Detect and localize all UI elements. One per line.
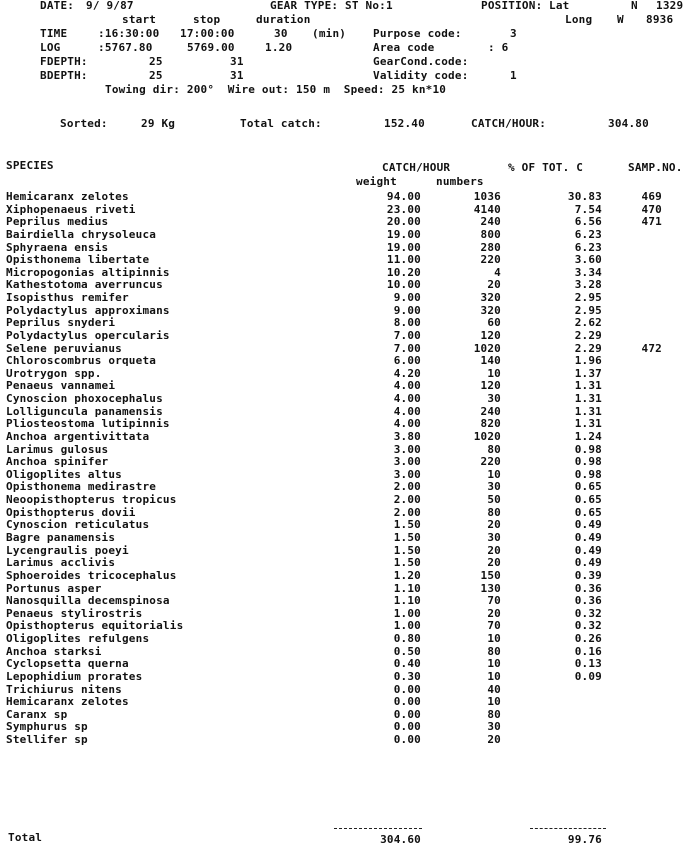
catch-numbers: 800 — [480, 228, 501, 241]
catch-weight: 6.00 — [393, 354, 421, 367]
catch-weight: 0.00 — [393, 695, 421, 708]
catch-numbers: 10 — [487, 657, 501, 670]
catch-numbers: 140 — [480, 354, 501, 367]
pct-of-total: 2.95 — [574, 304, 602, 317]
catch-weight: 1.10 — [393, 582, 421, 595]
col-stop-header: stop — [193, 13, 221, 26]
catch-numbers: 20 — [487, 518, 501, 531]
catch-weight: 1.20 — [393, 569, 421, 582]
fdepth-stop: 31 — [230, 55, 244, 68]
species-name: Trichiurus nitens — [6, 683, 122, 696]
catch-numbers: 820 — [480, 417, 501, 430]
total-catch-value: 152.40 — [384, 117, 425, 130]
sample-number-header: SAMP.NO. — [628, 161, 683, 174]
catch-numbers: 150 — [480, 569, 501, 582]
species-name: Peprilus medius — [6, 215, 109, 228]
catch-numbers: 20 — [487, 733, 501, 746]
catch-weight: 3.80 — [393, 430, 421, 443]
species-name: Opisthopterus dovii — [6, 506, 136, 519]
catch-numbers: 30 — [487, 720, 501, 733]
pct-of-total: 1.96 — [574, 354, 602, 367]
catch-weight: 4.00 — [393, 392, 421, 405]
catch-numbers: 120 — [480, 329, 501, 342]
species-name: Micropogonias altipinnis — [6, 266, 170, 279]
catch-weight: 1.00 — [393, 619, 421, 632]
catch-weight: 2.00 — [393, 493, 421, 506]
catch-weight: 20.00 — [386, 215, 421, 228]
pct-of-total: 1.31 — [574, 417, 602, 430]
species-name: Larimus gulosus — [6, 443, 109, 456]
catch-numbers: 130 — [480, 582, 501, 595]
bdepth-stop: 31 — [230, 69, 244, 82]
catch-weight: 0.00 — [393, 708, 421, 721]
pct-total-header: % OF TOT. C — [508, 161, 584, 174]
total-pct-rule — [530, 828, 606, 829]
validity-code-label: Validity code: — [373, 69, 469, 82]
pct-of-total: 1.31 — [574, 379, 602, 392]
total-label: Total — [8, 831, 43, 844]
pct-of-total: 0.39 — [574, 569, 602, 582]
catch-weight: 0.40 — [393, 657, 421, 670]
pct-of-total: 0.13 — [574, 657, 602, 670]
catch-numbers: 80 — [487, 506, 501, 519]
lat-hemisphere: N — [631, 0, 638, 12]
pct-of-total: 0.98 — [574, 443, 602, 456]
pct-of-total: 2.29 — [574, 329, 602, 342]
catch-weight: 1.50 — [393, 544, 421, 557]
catch-weight: 4.00 — [393, 379, 421, 392]
catch-weight: 1.00 — [393, 607, 421, 620]
pct-of-total: 0.49 — [574, 518, 602, 531]
catch-weight: 19.00 — [386, 228, 421, 241]
catch-weight: 2.00 — [393, 480, 421, 493]
species-name: Urotrygon spp. — [6, 367, 102, 380]
pct-of-total: 7.54 — [574, 203, 602, 216]
time-start: :16:30:00 — [98, 27, 160, 40]
species-name: Lycengraulis poeyi — [6, 544, 129, 557]
total-pct-value: 99.76 — [567, 833, 602, 846]
species-name: Polydactylus approximans — [6, 304, 170, 317]
catch-numbers: 320 — [480, 291, 501, 304]
pct-of-total: 2.95 — [574, 291, 602, 304]
col-start-header: start — [122, 13, 157, 26]
catch-weight: 0.00 — [393, 720, 421, 733]
catch-numbers: 10 — [487, 367, 501, 380]
col-duration-header: duration — [256, 13, 311, 26]
species-name: Hemicaranx zelotes — [6, 695, 129, 708]
species-name: Xiphopenaeus riveti — [6, 203, 136, 216]
catch-hour-header: CATCH/HOUR — [382, 161, 451, 174]
pct-of-total: 3.28 — [574, 278, 602, 291]
total-catch-label: Total catch: — [240, 117, 322, 130]
long-hemisphere: W — [617, 13, 624, 26]
pct-of-total: 0.49 — [574, 544, 602, 557]
pct-of-total: 0.49 — [574, 531, 602, 544]
sorted-label: Sorted: — [60, 117, 108, 130]
log-label: LOG — [40, 41, 61, 54]
species-name: Anchoa spinifer — [6, 455, 109, 468]
long-value: 8936 — [646, 13, 674, 26]
pct-of-total: 0.32 — [574, 619, 602, 632]
species-name: Anchoa argentivittata — [6, 430, 150, 443]
species-name: Portunus asper — [6, 582, 102, 595]
species-name: Bairdiella chrysoleuca — [6, 228, 157, 241]
pct-of-total: 0.09 — [574, 670, 602, 683]
time-unit: (min) — [312, 27, 347, 40]
species-name: Cyclopsetta querna — [6, 657, 129, 670]
catch-weight: 3.00 — [393, 455, 421, 468]
pct-of-total: 0.36 — [574, 582, 602, 595]
pct-of-total: 30.83 — [567, 190, 602, 203]
bdepth-label: BDEPTH: — [40, 69, 88, 82]
fdepth-start: 25 — [149, 55, 163, 68]
catch-weight: 1.10 — [393, 594, 421, 607]
species-name: Oligoplites altus — [6, 468, 122, 481]
fdepth-label: FDEPTH: — [40, 55, 88, 68]
catch-weight: 23.00 — [386, 203, 421, 216]
species-name: Stellifer sp — [6, 733, 88, 746]
pct-of-total: 6.56 — [574, 215, 602, 228]
pct-of-total: 2.62 — [574, 316, 602, 329]
catch-numbers: 40 — [487, 683, 501, 696]
species-name: Kathestotoma averruncus — [6, 278, 163, 291]
catch-numbers: 30 — [487, 531, 501, 544]
log-start: :5767.80 — [98, 41, 153, 54]
pct-of-total: 1.31 — [574, 405, 602, 418]
catch-numbers: 4 — [494, 266, 501, 279]
catch-numbers: 20 — [487, 544, 501, 557]
catch-numbers: 50 — [487, 493, 501, 506]
sample-number: 471 — [641, 215, 662, 228]
towing-line: Towing dir: 200° Wire out: 150 m Speed: 25 kn*10 — [105, 83, 447, 96]
species-name: Isopisthus remifer — [6, 291, 129, 304]
species-name: Symphurus sp — [6, 720, 88, 733]
pct-of-total: 0.65 — [574, 493, 602, 506]
species-name: Chloroscombrus orqueta — [6, 354, 157, 367]
sample-number: 469 — [641, 190, 662, 203]
pct-of-total: 0.32 — [574, 607, 602, 620]
catch-numbers: 30 — [487, 480, 501, 493]
time-duration: 30 — [274, 27, 288, 40]
catch-weight: 0.80 — [393, 632, 421, 645]
catch-numbers: 4140 — [473, 203, 501, 216]
catch-per-hour-value: 304.80 — [608, 117, 649, 130]
pct-of-total: 0.98 — [574, 455, 602, 468]
catch-numbers: 1020 — [473, 342, 501, 355]
catch-weight: 0.00 — [393, 683, 421, 696]
pct-of-total: 0.26 — [574, 632, 602, 645]
catch-numbers: 10 — [487, 468, 501, 481]
catch-numbers: 20 — [487, 607, 501, 620]
catch-weight: 4.00 — [393, 405, 421, 418]
species-name: Anchoa starksi — [6, 645, 102, 658]
pct-of-total: 3.34 — [574, 266, 602, 279]
catch-weight: 2.00 — [393, 506, 421, 519]
position-label: POSITION: — [481, 0, 543, 12]
area-code-value: : 6 — [488, 41, 509, 54]
species-name: Cynoscion phoxocephalus — [6, 392, 163, 405]
catch-weight: 1.50 — [393, 531, 421, 544]
catch-weight: 4.00 — [393, 417, 421, 430]
species-name: Opisthopterus equitorialis — [6, 619, 184, 632]
catch-weight: 11.00 — [386, 253, 421, 266]
species-name: Oligoplites refulgens — [6, 632, 150, 645]
total-weight-rule — [334, 828, 422, 829]
species-name: Pliosteostoma lutipinnis — [6, 417, 170, 430]
catch-weight: 0.30 — [393, 670, 421, 683]
catch-numbers: 1020 — [473, 430, 501, 443]
species-name: Penaeus vannamei — [6, 379, 116, 392]
catch-weight: 0.50 — [393, 645, 421, 658]
catch-numbers: 220 — [480, 455, 501, 468]
catch-numbers: 240 — [480, 405, 501, 418]
species-name: Larimus acclivis — [6, 556, 116, 569]
pct-of-total: 0.65 — [574, 480, 602, 493]
species-name: Neoopisthopterus tropicus — [6, 493, 177, 506]
catch-weight: 94.00 — [386, 190, 421, 203]
catch-weight: 7.00 — [393, 342, 421, 355]
species-name: Hemicaranx zelotes — [6, 190, 129, 203]
catch-per-hour-label: CATCH/HOUR: — [471, 117, 547, 130]
catch-numbers: 220 — [480, 253, 501, 266]
species-name: Caranx sp — [6, 708, 68, 721]
numbers-header: numbers — [436, 175, 484, 188]
species-name: Polydactylus opercularis — [6, 329, 170, 342]
purpose-code-value: 3 — [510, 27, 517, 40]
catch-numbers: 20 — [487, 278, 501, 291]
catch-weight: 3.00 — [393, 468, 421, 481]
catch-weight: 3.00 — [393, 443, 421, 456]
lat-value: 1329 — [656, 0, 684, 12]
lat-label: Lat — [549, 0, 570, 12]
sorted-value: 29 Kg — [141, 117, 176, 130]
area-code-label: Area code — [373, 41, 435, 54]
catch-numbers: 30 — [487, 392, 501, 405]
species-name: Lepophidium prorates — [6, 670, 143, 683]
species-header: SPECIES — [6, 159, 54, 172]
species-name: Penaeus stylirostris — [6, 607, 143, 620]
catch-weight: 0.00 — [393, 733, 421, 746]
pct-of-total: 1.24 — [574, 430, 602, 443]
catch-numbers: 20 — [487, 556, 501, 569]
weight-header: weight — [356, 175, 397, 188]
total-weight-value: 304.60 — [380, 833, 421, 846]
catch-weight: 1.50 — [393, 518, 421, 531]
pct-of-total: 1.31 — [574, 392, 602, 405]
log-duration: 1.20 — [265, 41, 293, 54]
date-label: DATE: — [40, 0, 75, 12]
pct-of-total: 0.16 — [574, 645, 602, 658]
catch-weight: 9.00 — [393, 304, 421, 317]
catch-weight: 4.20 — [393, 367, 421, 380]
bdepth-start: 25 — [149, 69, 163, 82]
gear-type: GEAR TYPE: ST No:1 — [270, 0, 393, 12]
species-name: Lolliguncula panamensis — [6, 405, 163, 418]
species-name: Opisthonema libertate — [6, 253, 150, 266]
catch-numbers: 80 — [487, 645, 501, 658]
species-name: Bagre panamensis — [6, 531, 116, 544]
validity-code-value: 1 — [510, 69, 517, 82]
catch-numbers: 10 — [487, 695, 501, 708]
pct-of-total: 6.23 — [574, 241, 602, 254]
species-name: Sphoeroides tricocephalus — [6, 569, 177, 582]
purpose-code-label: Purpose code: — [373, 27, 462, 40]
time-stop: 17:00:00 — [180, 27, 235, 40]
catch-numbers: 80 — [487, 443, 501, 456]
species-name: Selene peruvianus — [6, 342, 122, 355]
species-name: Opisthonema medirastre — [6, 480, 157, 493]
catch-numbers: 60 — [487, 316, 501, 329]
pct-of-total: 0.36 — [574, 594, 602, 607]
pct-of-total: 3.60 — [574, 253, 602, 266]
catch-weight: 10.00 — [386, 278, 421, 291]
catch-weight: 7.00 — [393, 329, 421, 342]
sample-number: 470 — [641, 203, 662, 216]
pct-of-total: 0.98 — [574, 468, 602, 481]
catch-weight: 8.00 — [393, 316, 421, 329]
sample-number: 472 — [641, 342, 662, 355]
catch-numbers: 70 — [487, 594, 501, 607]
gearcond-code-label: GearCond.code: — [373, 55, 469, 68]
species-name: Peprilus snyderi — [6, 316, 116, 329]
catch-numbers: 80 — [487, 708, 501, 721]
catch-numbers: 10 — [487, 632, 501, 645]
catch-numbers: 1036 — [473, 190, 501, 203]
catch-numbers: 120 — [480, 379, 501, 392]
species-name: Sphyraena ensis — [6, 241, 109, 254]
catch-numbers: 280 — [480, 241, 501, 254]
pct-of-total: 1.37 — [574, 367, 602, 380]
catch-numbers: 10 — [487, 670, 501, 683]
catch-weight: 9.00 — [393, 291, 421, 304]
time-label: TIME — [40, 27, 68, 40]
date-value: 9/ 9/87 — [86, 0, 134, 12]
long-label: Long — [565, 13, 593, 26]
log-stop: 5769.00 — [187, 41, 235, 54]
pct-of-total: 0.49 — [574, 556, 602, 569]
species-name: Cynoscion reticulatus — [6, 518, 150, 531]
pct-of-total: 2.29 — [574, 342, 602, 355]
catch-numbers: 70 — [487, 619, 501, 632]
pct-of-total: 0.65 — [574, 506, 602, 519]
catch-weight: 10.20 — [386, 266, 421, 279]
catch-numbers: 320 — [480, 304, 501, 317]
species-name: Nanosquilla decemspinosa — [6, 594, 170, 607]
catch-weight: 1.50 — [393, 556, 421, 569]
catch-weight: 19.00 — [386, 241, 421, 254]
catch-numbers: 240 — [480, 215, 501, 228]
pct-of-total: 6.23 — [574, 228, 602, 241]
